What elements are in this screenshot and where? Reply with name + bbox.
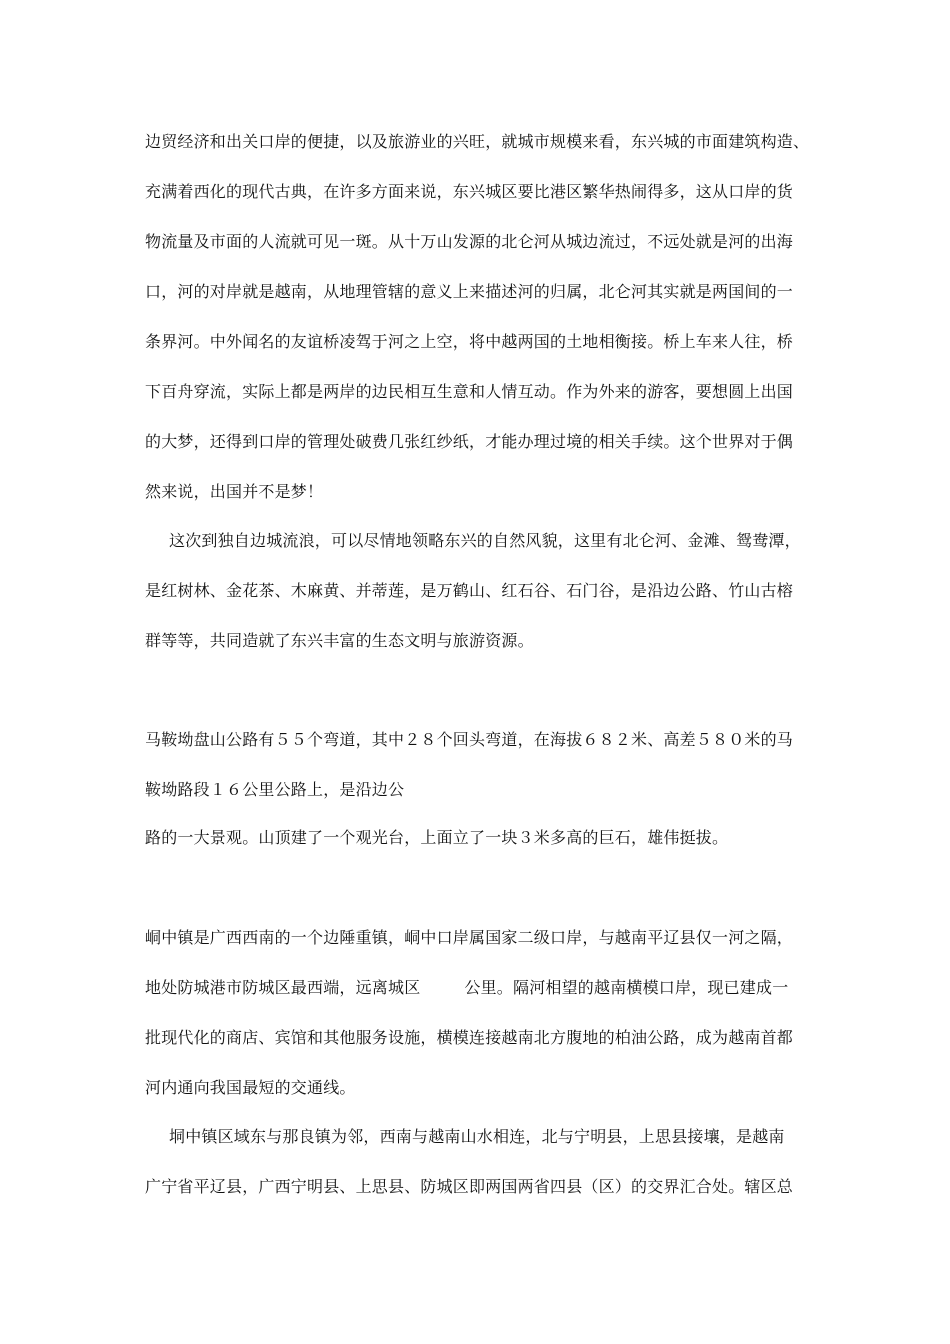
- text-line: 路的一大景观。山顶建了一个观光台，上面立了一块３米多高的巨石，雄伟挺拔。: [145, 828, 729, 847]
- text-line: 是红树林、金花茶、木麻黄、并蒂莲，是万鹤山、红石谷、石门谷，是沿边公路、竹山古榕: [145, 581, 794, 600]
- text-line: 这次到独自边城流浪，可以尽情地领略东兴的自然风貌，这里有北仑河、金滩、鸳鸯潭，: [169, 531, 801, 550]
- text-line: 边贸经济和出关口岸的便捷，以及旅游业的兴旺，就城市规模来看，东兴城的市面建筑构造、: [145, 132, 810, 151]
- text-line: 条界河。中外闻名的友谊桥凌驾于河之上空，将中越两国的土地相衡接。桥上车来人往，桥: [145, 332, 794, 351]
- text-line: 广宁省平辽县，广西宁明县、上思县、防城区即两国两省四县（区）的交界汇合处。辖区总: [145, 1177, 794, 1196]
- text-line: [145, 977, 810, 999]
- text-line: 物流量及市面的人流就可见一斑。从十万山发源的北仑河从城边流过，不远处就是河的出海: [145, 232, 794, 251]
- text-line: 充满着西化的现代古典，在许多方面来说，东兴城区要比港区繁华热闹得多，这从口岸的货: [145, 182, 794, 201]
- text-line: 下百舟穿流，实际上都是两岸的边民相互生意和人情互动。作为外来的游客，要想圆上出国: [145, 382, 794, 401]
- text-line: 然来说，出国并不是梦！: [145, 482, 324, 501]
- text-line: 批现代化的商店、宾馆和其他服务设施，横模连接越南北方腹地的柏油公路，成为越南首都: [145, 1028, 794, 1047]
- text-line: 峒中镇是广西西南的一个边陲重镇，峒中口岸属国家二级口岸，与越南平辽县仅一河之隔，: [145, 928, 794, 947]
- text-line: 马鞍坳盘山公路有５５个弯道，其中２８个回头弯道，在海拔６８２米、高差５８０米的马: [145, 730, 794, 749]
- text-segment: 公里。隔河相望的越南横模口岸，现已建成一: [464, 978, 789, 997]
- text-line: 鞍坳路段１６公里公路上，是沿边公: [145, 780, 405, 799]
- text-line: 垌中镇区域东与那良镇为邻，西南与越南山水相连，北与宁明县，上思县接壤，是越南: [169, 1127, 785, 1146]
- text-line: 口，河的对岸就是越南，从地理管辖的意义上来描述河的归属，北仑河其实就是两国间的一: [145, 282, 794, 301]
- text-line: 的大梦，还得到口岸的管理处破费几张红纱纸，才能办理过境的相关手续。这个世界对于偶: [145, 432, 794, 451]
- text-segment: 地处防城港市防城区最西端，远离城区: [145, 978, 421, 997]
- text-line: 河内通向我国最短的交通线。: [145, 1078, 356, 1097]
- text-line: 群等等，共同造就了东兴丰富的生态文明与旅游资源。: [145, 631, 534, 650]
